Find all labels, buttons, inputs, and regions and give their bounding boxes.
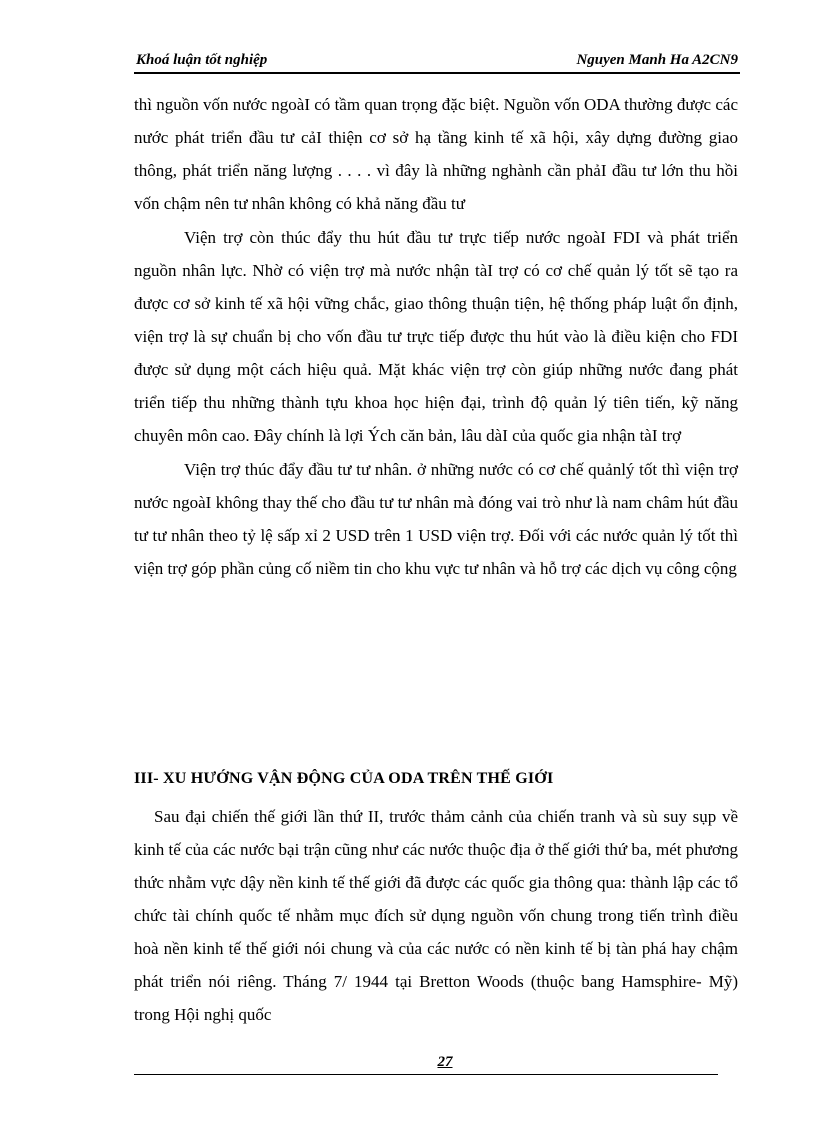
body-text — [134, 88, 738, 585]
footer-rule — [134, 1074, 718, 1075]
paragraph-private-investment: Viện trợ thúc đẩy đầu tư tư nhân. ở những nước có cơ chế quảnlý tốt thì viện trợ nước ngoàI không thay thế cho đầu tư tư nhân mà đóng vai trò như là nam châm hút đầu tư tư nhân theo tỷ lệ sấp xỉ 2 USD trên 1 USD viện trợ. Đối với các nước quản lý tốt thì viện trợ góp phần củng cố niềm tin cho khu vực tư nhân và hỗ trợ các dịch vụ công cộng — [134, 460, 738, 578]
page-number: 27 — [437, 1054, 453, 1070]
paragraph-fdi-attraction: Viện trợ còn thúc đẩy thu hút đầu tư trực tiếp nước ngoàI FDI và phát triển nguồn nhân lực. Nhờ có viện trợ mà nước nhận tàI trợ có cơ chế quản lý tốt sẽ tạo ra được cơ sở kinh tế xã hội vững chắc, giao thông thuận tiện, hệ thống pháp luật ổn định, viện trợ là sự chuẩn bị cho vốn đầu tư trực tiếp được thu hút vào là điều kiện cho FDI được sử dụng một cách hiệu quả. Mặt khác viện trợ còn giúp những nước đang phát triển tiếp thu những thành tựu khoa học hiện đại, trình độ quản lý tiên tiến, kỹ năng chuyên môn cao. Đây chính là lợi Ých căn bản, lâu dàI của quốc gia nhận tàI trợ — [134, 228, 738, 445]
paragraph-oda-infrastructure: thì nguồn vốn nước ngoàI có tầm quan trọng đặc biệt. Nguồn vốn ODA thường được các nước phát triển đầu tư cảI thiện cơ sở hạ tầng kinh tế xã hội, xây dựng đường giao thông, phát triển năng lượng . . . . vì đây là những nghành cần phảI đầu tư lớn thu hồi vốn chậm nên tư nhân không có khả năng đầu tư — [134, 95, 738, 213]
header-author: Nguyen Manh Ha A2CN9 — [576, 52, 738, 68]
page-header — [134, 50, 740, 74]
header-thesis-title: Khoá luận tốt nghiệp — [136, 52, 268, 68]
section-heading: III- XU HƯỚNG VẬN ĐỘNG CỦA ODA TRÊN THẾ GIỚI — [134, 770, 554, 787]
section-body — [134, 800, 738, 1031]
paragraph-post-war-history: Sau đại chiến thế giới lần thứ II, trước thảm cảnh của chiến tranh và sù suy sụp về kinh tế của các nước bại trận cũng như các nước thuộc địa ở thế giới thứ ba, mét phương thức nhằm vực dậy nền kinh tế thế giới đã được các quốc gia thông qua: thành lập các tổ chức tài chính quốc tế nhằm mục đích sử dụng nguồn vốn chung trong tiến trình điều hoà nền kinh tế thế giới nói chung và của các nước có nền kinh tế bị tàn phá hay chậm phát triển nói riêng. Tháng 7/ 1944 tại Bretton Woods (thuộc bang Hamsphire- Mỹ) trong Hội nghị quốc — [134, 807, 738, 1024]
